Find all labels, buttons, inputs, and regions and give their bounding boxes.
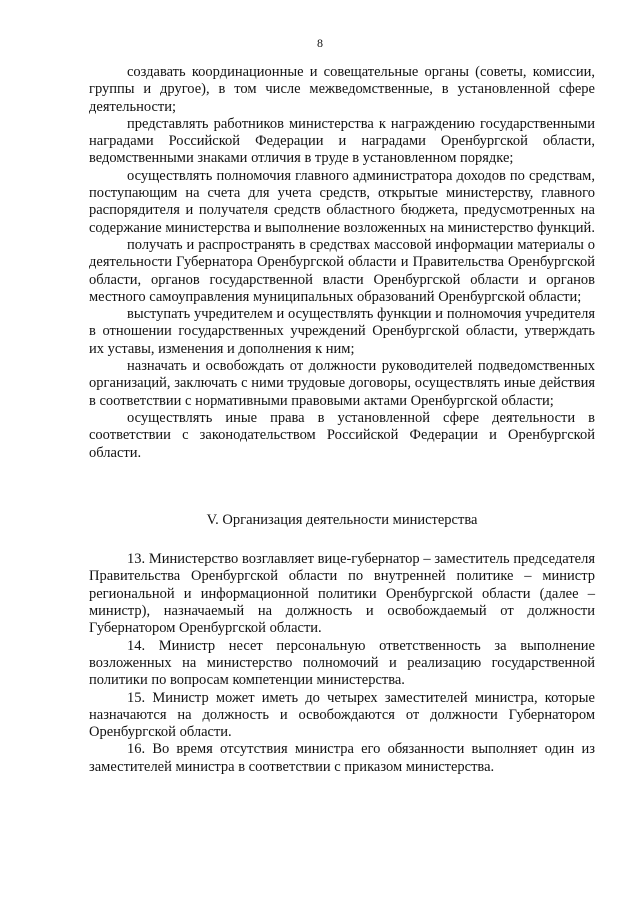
rights-paragraph: представлять работников министерства к награждению государственными наградами Российской Федерации и наградами Оренбургской области, ведомственными знаками отличия в труде в установленном порядке; [89, 115, 595, 167]
rights-paragraph: выступать учредителем и осуществлять функции и полномочия учредителя в отношении государственных учреждений Оренбургской области, утверждать их уставы, изменения и дополнения к ним; [89, 306, 595, 357]
section-paragraph: 13. Министерство возглавляет вице-губернатор – заместитель председателя Правительства Оренбургской области по внутренней политике – министр региональной и информационной политики Оренбургской области (далее – министр), назначаемый на должность и освобождаемый от должности Губернатором Оренбургской области. [89, 551, 595, 637]
section-paragraph: 16. Во время отсутствия министра его обязанности выполняет один из заместителей министра в соответствии с приказом министерства. [89, 741, 595, 775]
section-paragraph: 15. Министр может иметь до четырех заместителей министра, которые назначаются на должность и освобождаются от должности Губернатором Оренбургской области. [89, 689, 595, 741]
rights-paragraph: получать и распространять в средствах массовой информации материалы о деятельности Губернатора Оренбургской области и Правительства Оренбургской области, органов государственной власти Оренбургской области и органов местного самоуправления муниципальных образований Оренбургской области; [89, 236, 595, 305]
rights-paragraph: осуществлять полномочия главного администратора доходов по средствам, поступающим на счета для учета средств, открытые министерству, главного распорядителя и получателя средств областного бюджета, предусмотренных на содержание министерства и выполнение возложенных на министерство функций. [89, 167, 595, 236]
document-body [89, 64, 595, 776]
rights-paragraph: назначать и освобождать от должности руководителей подведомственных организаций, заключать с ними трудовые договоры, осуществлять иные действия в соответствии с нормативными правовыми актами Оренбургской области; [89, 358, 595, 409]
rights-paragraph: осуществлять иные права в установленной сфере деятельности в соответствии с законодательством Российской Федерации и Оренбургской области. [89, 409, 595, 461]
section-paragraph: 14. Министр несет персональную ответственность за выполнение возложенных на министерство полномочий и реализацию государственной политики по вопросам компетенции министерства. [89, 637, 595, 689]
section-heading: V. Организация деятельности министерства [206, 511, 478, 528]
rights-paragraph: создавать координационные и совещательные органы (советы, комиссии, группы и другое), в том числе межведомственные, в установленной сфере деятельности; [89, 64, 595, 115]
page-number: 8 [317, 36, 323, 50]
